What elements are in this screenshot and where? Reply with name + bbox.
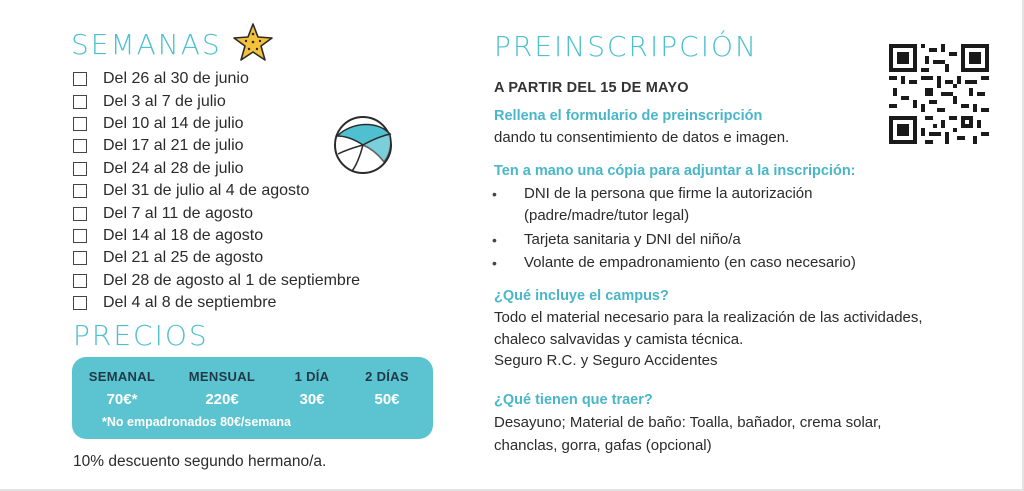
week-item[interactable]: Del 21 al 25 de agosto [73, 247, 360, 269]
list-item: Volante de empadronamiento (en caso necesario) [524, 254, 856, 271]
includes-text: Todo el material necesario para la realización de las actividades, [494, 309, 923, 326]
bullet: • [492, 232, 497, 248]
weeks-list [73, 68, 360, 314]
start-date: A PARTIR DEL 15 DE MAYO [494, 80, 689, 96]
precios-title: PRECIOS [73, 319, 209, 352]
checkbox[interactable] [73, 95, 87, 109]
checkbox[interactable] [73, 162, 87, 176]
week-item[interactable]: Del 26 al 30 de junio [73, 68, 360, 90]
bring-heading: ¿Qué tienen que traer? [494, 392, 653, 408]
week-item[interactable]: Del 3 al 7 de julio [73, 90, 360, 112]
checkbox[interactable] [73, 251, 87, 265]
checkbox[interactable] [73, 72, 87, 86]
checkbox[interactable] [73, 296, 87, 310]
includes-heading: ¿Qué incluye el campus? [494, 288, 669, 304]
list-item: DNI de la persona que firme la autorización [524, 185, 813, 202]
week-item[interactable]: Del 28 de agosto al 1 de septiembre [73, 270, 360, 292]
includes-text: chaleco salvavidas y camista técnica. [494, 331, 744, 348]
price-value: 220€ [205, 391, 239, 408]
week-item[interactable]: Del 24 al 28 de julio [73, 158, 360, 180]
qr-code[interactable] [889, 44, 989, 144]
copy-heading: Ten a mano una cópia para adjuntar a la inscripción: [494, 163, 856, 179]
week-item[interactable]: Del 10 al 14 de julio [73, 113, 360, 135]
price-table [72, 357, 433, 439]
week-item[interactable]: Del 14 al 18 de agosto [73, 225, 360, 247]
week-item[interactable]: Del 4 al 8 de septiembre [73, 292, 360, 314]
price-value: 50€ [374, 391, 400, 408]
bring-text: Desayuno; Material de baño: Toalla, bañador, crema solar, [494, 414, 882, 431]
week-item[interactable]: Del 31 de julio al 4 de agosto [73, 180, 360, 202]
price-header: 2 DÍAS [365, 369, 409, 384]
checkbox[interactable] [73, 274, 87, 288]
checkbox[interactable] [73, 139, 87, 153]
bullet: • [492, 186, 497, 202]
week-item[interactable]: Del 7 al 11 de agosto [73, 202, 360, 224]
form-link[interactable]: Rellena el formulario de preinscripción [494, 108, 763, 124]
price-value: 30€ [299, 391, 325, 408]
price-note: *No empadronados 80€/semana [102, 415, 291, 429]
price-header: SEMANAL [88, 369, 156, 384]
starfish-icon [232, 22, 274, 62]
consent-text: dando tu consentimiento de datos e imagen. [494, 129, 790, 146]
checkbox[interactable] [73, 184, 87, 198]
checkbox[interactable] [73, 229, 87, 243]
price-header: 1 DÍA [294, 369, 330, 384]
sibling-discount: 10% descuento segundo hermano/a. [73, 453, 327, 470]
list-item: (padre/madre/tutor legal) [524, 207, 690, 224]
includes-text: Seguro R.C. y Seguro Accidentes [494, 352, 718, 369]
week-item[interactable]: Del 17 al 21 de julio [73, 135, 360, 157]
preinscripcion-title: PREINSCRIPCIÓN [494, 30, 758, 63]
price-value: 70€* [106, 391, 138, 408]
checkbox[interactable] [73, 117, 87, 131]
price-header: MENSUAL [188, 369, 256, 384]
list-item: Tarjeta sanitaria y DNI del niño/a [524, 231, 741, 248]
semanas-title: SEMANAS [71, 28, 222, 61]
checkbox[interactable] [73, 207, 87, 221]
beach-ball-icon [332, 114, 394, 176]
bullet: • [492, 255, 497, 271]
bring-text: chanclas, gorra, gafas (opcional) [494, 437, 712, 454]
